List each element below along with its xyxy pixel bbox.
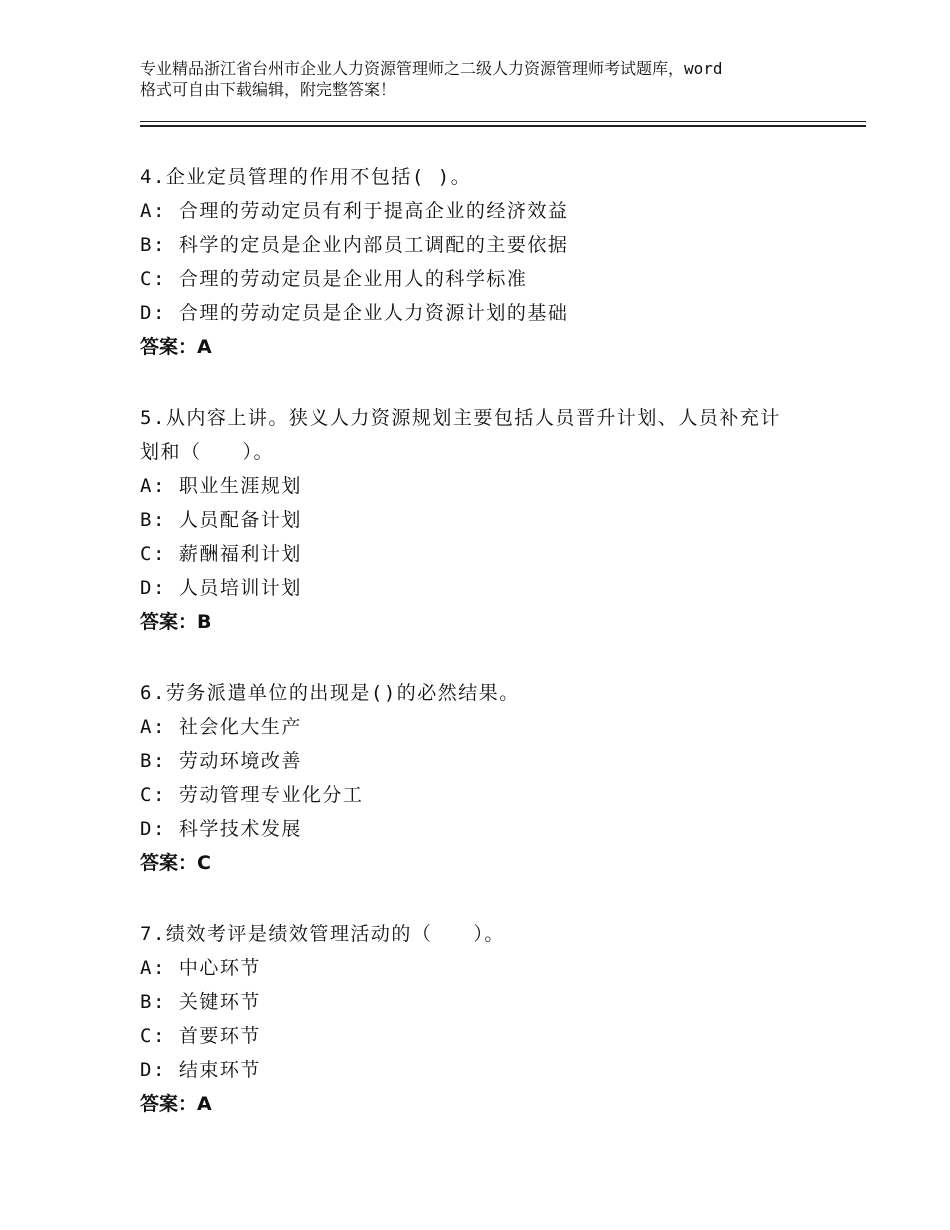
- question-4: [140, 160, 840, 364]
- header-line-2: 格式可自由下载编辑，附完整答案！: [140, 80, 397, 99]
- option-a: A: 合理的劳动定员有利于提高企业的经济效益: [140, 200, 569, 222]
- option-a: A: 中心环节: [140, 957, 261, 979]
- document-header: [140, 58, 830, 100]
- question-stem: 4.企业定员管理的作用不包括( )。: [140, 166, 472, 188]
- question-list: [140, 160, 840, 1158]
- option-d: D: 结束环节: [140, 1059, 261, 1081]
- header-divider-thin: [140, 121, 866, 122]
- option-d: D: 科学技术发展: [140, 818, 302, 840]
- option-b: B: 科学的定员是企业内部员工调配的主要依据: [140, 234, 569, 256]
- header-divider-thick: [140, 125, 866, 127]
- header-line-1: 专业精品浙江省台州市企业人力资源管理师之二级人力资源管理师考试题库，word: [140, 59, 723, 78]
- option-c: C: 首要环节: [140, 1025, 261, 1047]
- question-stem: 5.从内容上讲。狭义人力资源规划主要包括人员晋升计划、人员补充计划和（ ）。: [140, 407, 781, 463]
- answer-label: 答案：C: [140, 852, 211, 874]
- question-stem: 7.绩效考评是绩效管理活动的（ ）。: [140, 923, 505, 945]
- question-stem: 6.劳务派遣单位的出现是()的必然结果。: [140, 682, 520, 704]
- option-d: D: 合理的劳动定员是企业人力资源计划的基础: [140, 302, 569, 324]
- answer-label: 答案：A: [140, 336, 212, 358]
- question-7: [140, 917, 840, 1121]
- option-b: B: 人员配备计划: [140, 509, 302, 531]
- answer-label: 答案：A: [140, 1093, 212, 1115]
- option-c: C: 薪酬福利计划: [140, 543, 302, 565]
- option-a: A: 职业生涯规划: [140, 475, 302, 497]
- option-b: B: 关键环节: [140, 991, 261, 1013]
- question-5: [140, 401, 840, 639]
- option-c: C: 劳动管理专业化分工: [140, 784, 364, 806]
- option-c: C: 合理的劳动定员是企业用人的科学标准: [140, 268, 528, 290]
- question-6: [140, 676, 840, 880]
- option-d: D: 人员培训计划: [140, 577, 302, 599]
- option-a: A: 社会化大生产: [140, 716, 302, 738]
- answer-label: 答案：B: [140, 611, 212, 633]
- option-b: B: 劳动环境改善: [140, 750, 302, 772]
